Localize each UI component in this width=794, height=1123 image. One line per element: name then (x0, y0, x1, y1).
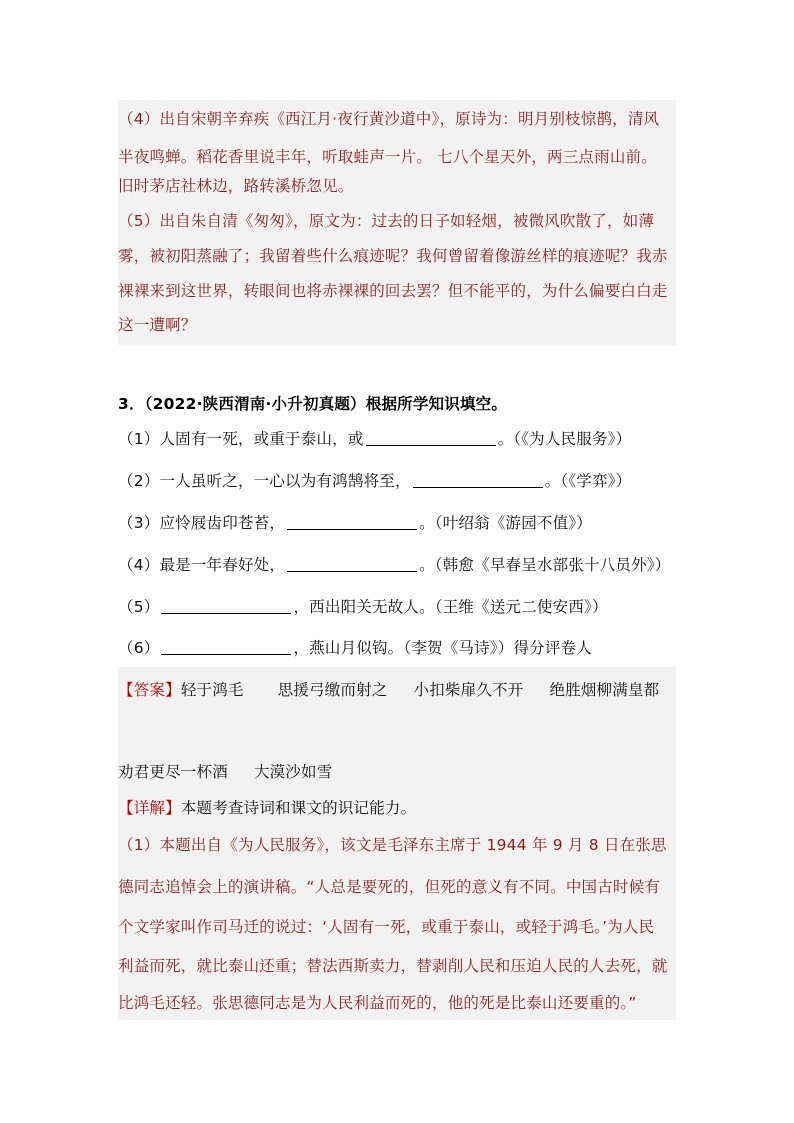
detail-line5: 比鸿毛还轻。张思德同志是为人民利益而死的，他的死是比泰山还要重的。” (118, 994, 637, 1012)
detail-intro (118, 797, 678, 819)
detail-line3: 个文学家叫作司马迁的说过：‘人固有一死，或重于泰山，或轻于鸿毛。’为人民 (118, 918, 655, 936)
answer-blank (366, 430, 496, 446)
answer-tag: 【答案】 (118, 681, 181, 699)
answer-item: 小扣柴扉久不开 (413, 681, 524, 699)
item-prefix: （6） (118, 639, 160, 657)
note4-line2: 半夜鸣蝉。稻花香里说丰年，听取蛙声一片。 七八个星天外，两三点雨山前。 (118, 148, 657, 166)
item-suffix: 。（《学弈》） (544, 472, 632, 490)
answer-blank (413, 472, 543, 488)
question-item (118, 637, 678, 659)
item-suffix: ，西出阳关无故人。（王维《送元二使安西》） (293, 598, 608, 616)
answer-item: 劝君更尽一杯酒 (118, 763, 228, 781)
question-item (118, 470, 678, 492)
item-suffix: 。（《为人民服务》） (497, 430, 632, 448)
item-prefix: （4）最是一年春好处， (118, 556, 286, 574)
answer-blank (161, 598, 291, 614)
answer-blank (161, 639, 291, 655)
answer-line (118, 761, 678, 783)
answer-item: 轻于鸿毛 (180, 681, 244, 699)
detail-line4: 利益而死，就比泰山还重；替法西斯卖力，替剥削人民和压迫人民的人去死，就 (118, 957, 668, 975)
note5-line3: 裸裸来到这世界，转眼间也将赤裸裸的回去罢？但不能平的，为什么偏要白白走 (118, 282, 668, 300)
question-item (118, 596, 678, 618)
question-item (118, 554, 678, 576)
note5-line1: （5）出自朱自清《匆匆》，原文为：过去的日子如轻烟，被微风吹散了，如薄 (118, 212, 655, 230)
question-item (118, 428, 678, 450)
item-prefix: （1）人固有一死，或重于泰山，或 (118, 430, 364, 448)
detail-line2: 德同志追悼会上的演讲稿。“人总是要死的，但死的意义有不同。中国古时候有 (118, 878, 661, 896)
note4-line1: （4）出自宋朝辛弃疾《西江月·夜行黄沙道中》，原诗为：明月别枝惊鹊，清风 (118, 110, 660, 128)
detail-line1: （1）本题出自《为人民服务》，该文是毛泽东主席于 1944 年 9 月 8 日在张思 (118, 836, 667, 854)
answer-line (118, 679, 678, 701)
item-prefix: （5） (118, 598, 160, 616)
item-suffix: 。（韩愈《早春呈水部张十八员外》） (419, 556, 671, 574)
answer-blank (287, 556, 417, 572)
note4-line3: 旧时茅店社林边，路转溪桥忽见。 (118, 177, 354, 195)
answer-blank (287, 514, 417, 530)
answer-item: 大漠沙如雪 (253, 763, 333, 781)
answer-item: 思援弓缴而射之 (277, 681, 388, 699)
question-heading: 3．（2022·陕西渭南·小升初真题）根据所学知识填空。 (118, 395, 508, 413)
item-suffix: ，燕山月似钩。（李贺《马诗》）得分评卷人 (293, 639, 592, 657)
detail-tag: 【详解】 (118, 799, 181, 817)
question-item (118, 512, 678, 534)
note5-line2: 雾，被初阳蒸融了；我留着些什么痕迹呢？我何曾留着像游丝样的痕迹呢？我赤 (118, 247, 668, 265)
note5-line4: 这一遭啊？ (118, 316, 197, 334)
item-suffix: 。（叶绍翁《游园不值》） (419, 514, 592, 532)
item-prefix: （3）应怜屐齿印苍苔， (118, 514, 286, 532)
item-prefix: （2）一人虽听之，一心以为有鸿鹄将至， (118, 472, 411, 490)
detail-intro-text: 本题考查诗词和课文的识记能力。 (180, 799, 417, 817)
answer-item: 绝胜烟柳满皇都 (549, 681, 660, 699)
